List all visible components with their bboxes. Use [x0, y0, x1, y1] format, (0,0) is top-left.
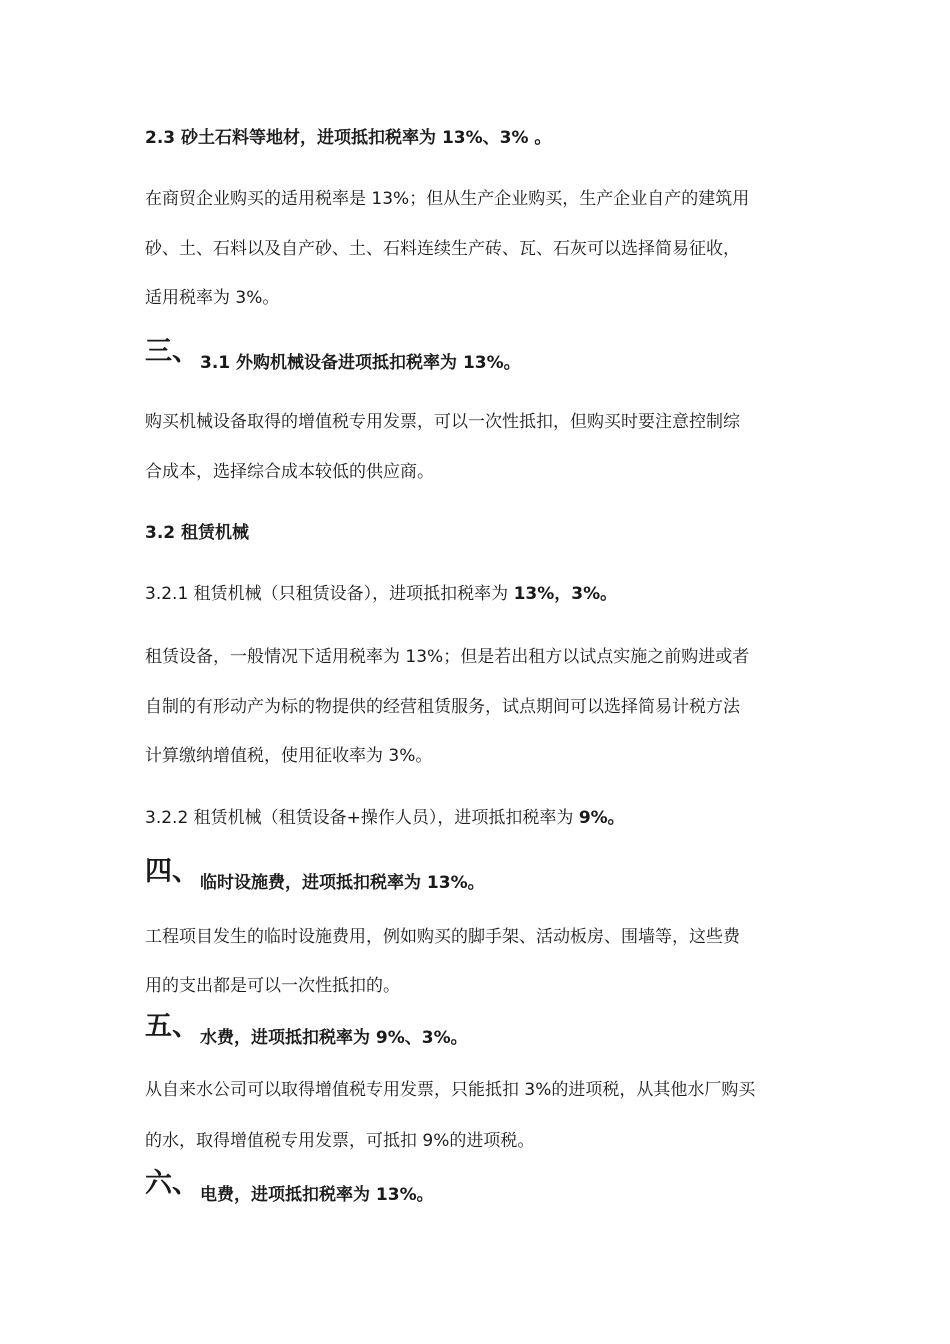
section-6-number: 六、 [145, 1168, 199, 1199]
section-3-2-1-line [145, 582, 617, 606]
section-3-2-2-text: 3.2.2 租赁机械（租赁设备+操作人员），进项抵扣税率为 [145, 808, 579, 828]
section-2-3-heading: 2.3 砂土石料等地材，进项抵扣税率为 13%、3% 。 [145, 128, 552, 148]
section-3-2-heading: 3.2 租赁机械 [145, 523, 250, 543]
section-3-2-1-rate: 13%，3%。 [513, 584, 618, 604]
paragraph-line: 计算缴纳增值税，使用征收率为 3%。 [145, 746, 433, 766]
paragraph-line: 砂、土、石料以及自产砂、土、石料连续生产砖、瓦、石灰可以选择简易征收， [145, 239, 740, 259]
section-3-1-heading: 3.1 外购机械设备进项抵扣税率为 13%。 [200, 353, 521, 373]
section-3-2-2-line [145, 806, 625, 830]
paragraph-line: 工程项目发生的临时设施费用，例如购买的脚手架、活动板房、围墙等，这些费 [145, 927, 740, 947]
paragraph-line: 用的支出都是可以一次性抵扣的。 [145, 976, 400, 996]
section-3-2-2-rate: 9%。 [578, 808, 625, 828]
section-6-heading: 电费，进项抵扣税率为 13%。 [200, 1185, 434, 1205]
paragraph-line: 从自来水公司可以取得增值税专用发票，只能抵扣 3%的进项税，从其他水厂购买 [145, 1080, 756, 1100]
paragraph-line: 适用税率为 3%。 [145, 288, 280, 308]
paragraph-line: 自制的有形动产为标的物提供的经营租赁服务，试点期间可以选择简易计税方法 [145, 697, 740, 717]
section-5-number: 五、 [145, 1011, 199, 1042]
paragraph-line: 在商贸企业购买的适用税率是 13%；但从生产企业购买，生产企业自产的建筑用 [145, 189, 750, 209]
section-3-number: 三、 [145, 336, 199, 367]
paragraph-line: 租赁设备，一般情况下适用税率为 13%；但是若出租方以试点实施之前购进或者 [145, 647, 750, 667]
section-5-heading: 水费，进项抵扣税率为 9%、3%。 [200, 1028, 468, 1048]
paragraph-line: 合成本，选择综合成本较低的供应商。 [145, 462, 434, 482]
section-3-2-1-text: 3.2.1 租赁机械（只租赁设备），进项抵扣税率为 [145, 584, 514, 604]
section-4-heading: 临时设施费，进项抵扣税率为 13%。 [200, 873, 485, 893]
paragraph-line: 的水，取得增值税专用发票，可抵扣 9%的进项税。 [145, 1131, 535, 1151]
paragraph-line: 购买机械设备取得的增值税专用发票，可以一次性抵扣，但购买时要注意控制综 [145, 412, 740, 432]
section-4-number: 四、 [145, 856, 199, 887]
